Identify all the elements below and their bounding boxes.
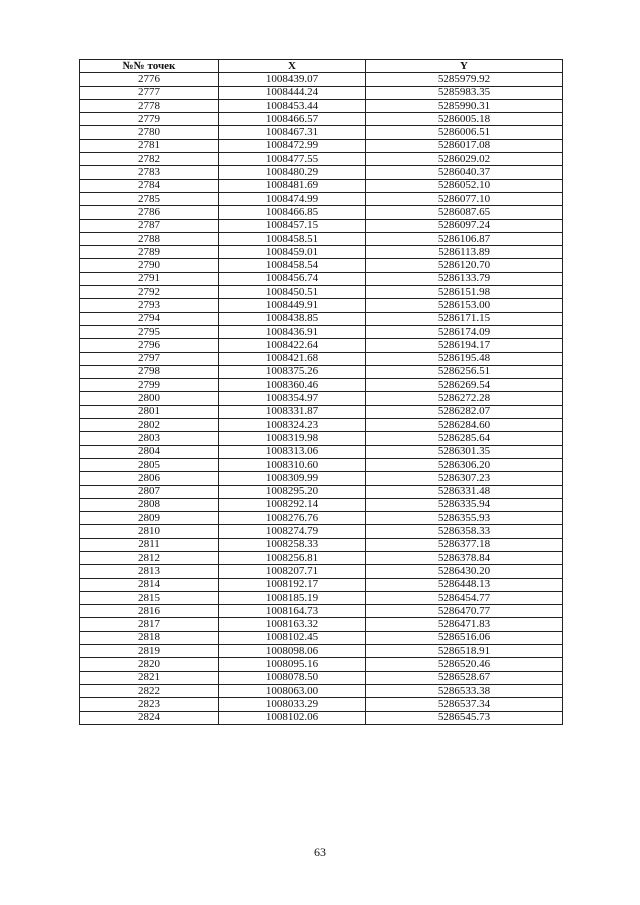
cell-x: 1008185.19 xyxy=(219,591,366,604)
table-row xyxy=(80,525,563,538)
cell-point-number: 2814 xyxy=(80,578,219,591)
table-row xyxy=(80,698,563,711)
cell-point-number: 2789 xyxy=(80,246,219,259)
cell-point-number: 2818 xyxy=(80,631,219,644)
table-row xyxy=(80,153,563,166)
cell-x: 1008192.17 xyxy=(219,578,366,591)
cell-point-number: 2823 xyxy=(80,698,219,711)
cell-x: 1008256.81 xyxy=(219,551,366,564)
cell-x: 1008480.29 xyxy=(219,166,366,179)
table-row xyxy=(80,325,563,338)
cell-x: 1008481.69 xyxy=(219,179,366,192)
table-row xyxy=(80,711,563,724)
cell-x: 1008102.45 xyxy=(219,631,366,644)
cell-y: 5286097.24 xyxy=(366,219,563,232)
cell-point-number: 2785 xyxy=(80,192,219,205)
cell-x: 1008421.68 xyxy=(219,352,366,365)
cell-x: 1008466.57 xyxy=(219,113,366,126)
cell-x: 1008444.24 xyxy=(219,86,366,99)
cell-x: 1008456.74 xyxy=(219,272,366,285)
cell-y: 5286306.20 xyxy=(366,458,563,471)
cell-point-number: 2801 xyxy=(80,405,219,418)
table-header xyxy=(80,60,563,73)
cell-x: 1008453.44 xyxy=(219,99,366,112)
cell-y: 5286471.83 xyxy=(366,618,563,631)
cell-y: 5286355.93 xyxy=(366,512,563,525)
table-row xyxy=(80,565,563,578)
table-row xyxy=(80,671,563,684)
cell-x: 1008163.32 xyxy=(219,618,366,631)
cell-x: 1008438.85 xyxy=(219,312,366,325)
cell-point-number: 2805 xyxy=(80,458,219,471)
cell-y: 5286153.00 xyxy=(366,299,563,312)
table-row xyxy=(80,631,563,644)
cell-x: 1008459.01 xyxy=(219,246,366,259)
cell-point-number: 2788 xyxy=(80,232,219,245)
cell-y: 5286520.46 xyxy=(366,658,563,671)
table-row xyxy=(80,192,563,205)
cell-point-number: 2783 xyxy=(80,166,219,179)
cell-point-number: 2806 xyxy=(80,472,219,485)
cell-y: 5286545.73 xyxy=(366,711,563,724)
cell-point-number: 2790 xyxy=(80,259,219,272)
table-row xyxy=(80,591,563,604)
cell-point-number: 2798 xyxy=(80,365,219,378)
cell-point-number: 2777 xyxy=(80,86,219,99)
table-row xyxy=(80,458,563,471)
cell-x: 1008458.54 xyxy=(219,259,366,272)
table-row xyxy=(80,99,563,112)
cell-x: 1008063.00 xyxy=(219,684,366,697)
cell-x: 1008324.23 xyxy=(219,419,366,432)
coordinates-table xyxy=(79,59,563,725)
cell-point-number: 2810 xyxy=(80,525,219,538)
cell-point-number: 2802 xyxy=(80,419,219,432)
cell-y: 5286307.23 xyxy=(366,472,563,485)
header-x: X xyxy=(219,60,366,73)
cell-point-number: 2792 xyxy=(80,286,219,299)
cell-x: 1008449.91 xyxy=(219,299,366,312)
table-row xyxy=(80,179,563,192)
table-row xyxy=(80,645,563,658)
cell-point-number: 2813 xyxy=(80,565,219,578)
header-row xyxy=(80,60,563,73)
cell-y: 5286331.48 xyxy=(366,485,563,498)
cell-y: 5286029.02 xyxy=(366,153,563,166)
table-row xyxy=(80,352,563,365)
cell-x: 1008422.64 xyxy=(219,339,366,352)
cell-x: 1008319.98 xyxy=(219,432,366,445)
cell-x: 1008095.16 xyxy=(219,658,366,671)
cell-y: 5286537.34 xyxy=(366,698,563,711)
table-row xyxy=(80,272,563,285)
cell-y: 5286106.87 xyxy=(366,232,563,245)
cell-y: 5286284.60 xyxy=(366,419,563,432)
cell-x: 1008164.73 xyxy=(219,605,366,618)
cell-y: 5286301.35 xyxy=(366,445,563,458)
cell-y: 5286194.17 xyxy=(366,339,563,352)
cell-y: 5286113.89 xyxy=(366,246,563,259)
cell-x: 1008078.50 xyxy=(219,671,366,684)
table-row xyxy=(80,312,563,325)
cell-y: 5286430.20 xyxy=(366,565,563,578)
cell-y: 5286174.09 xyxy=(366,325,563,338)
table-row xyxy=(80,339,563,352)
table-row xyxy=(80,472,563,485)
cell-y: 5286120.70 xyxy=(366,259,563,272)
cell-point-number: 2809 xyxy=(80,512,219,525)
cell-y: 5286518.91 xyxy=(366,645,563,658)
cell-point-number: 2816 xyxy=(80,605,219,618)
cell-x: 1008331.87 xyxy=(219,405,366,418)
table-row xyxy=(80,259,563,272)
cell-point-number: 2780 xyxy=(80,126,219,139)
table-row xyxy=(80,485,563,498)
cell-x: 1008360.46 xyxy=(219,379,366,392)
cell-y: 5286377.18 xyxy=(366,538,563,551)
cell-y: 5286195.48 xyxy=(366,352,563,365)
table-row xyxy=(80,166,563,179)
cell-y: 5286378.84 xyxy=(366,551,563,564)
cell-point-number: 2778 xyxy=(80,99,219,112)
cell-point-number: 2819 xyxy=(80,645,219,658)
table-row xyxy=(80,232,563,245)
cell-y: 5286269.54 xyxy=(366,379,563,392)
cell-x: 1008313.06 xyxy=(219,445,366,458)
cell-y: 5286087.65 xyxy=(366,206,563,219)
table-row xyxy=(80,126,563,139)
table-row xyxy=(80,551,563,564)
header-point-number: №№ точек xyxy=(80,60,219,73)
cell-y: 5285983.35 xyxy=(366,86,563,99)
cell-y: 5286077.10 xyxy=(366,192,563,205)
cell-point-number: 2793 xyxy=(80,299,219,312)
cell-point-number: 2799 xyxy=(80,379,219,392)
cell-x: 1008292.14 xyxy=(219,498,366,511)
cell-point-number: 2791 xyxy=(80,272,219,285)
cell-x: 1008477.55 xyxy=(219,153,366,166)
table-row xyxy=(80,432,563,445)
table-row xyxy=(80,618,563,631)
cell-point-number: 2786 xyxy=(80,206,219,219)
table-row xyxy=(80,365,563,378)
cell-x: 1008276.76 xyxy=(219,512,366,525)
cell-x: 1008436.91 xyxy=(219,325,366,338)
cell-point-number: 2794 xyxy=(80,312,219,325)
cell-point-number: 2800 xyxy=(80,392,219,405)
cell-x: 1008207.71 xyxy=(219,565,366,578)
table-row xyxy=(80,512,563,525)
cell-point-number: 2804 xyxy=(80,445,219,458)
cell-x: 1008310.60 xyxy=(219,458,366,471)
cell-y: 5286516.06 xyxy=(366,631,563,644)
table-row xyxy=(80,538,563,551)
cell-point-number: 2812 xyxy=(80,551,219,564)
cell-x: 1008102.06 xyxy=(219,711,366,724)
cell-y: 5286005.18 xyxy=(366,113,563,126)
cell-point-number: 2787 xyxy=(80,219,219,232)
table-row xyxy=(80,219,563,232)
table-row xyxy=(80,246,563,259)
cell-point-number: 2797 xyxy=(80,352,219,365)
cell-y: 5286285.64 xyxy=(366,432,563,445)
cell-point-number: 2815 xyxy=(80,591,219,604)
table-row xyxy=(80,299,563,312)
cell-x: 1008274.79 xyxy=(219,525,366,538)
cell-y: 5286533.38 xyxy=(366,684,563,697)
cell-point-number: 2796 xyxy=(80,339,219,352)
cell-point-number: 2784 xyxy=(80,179,219,192)
table-row xyxy=(80,113,563,126)
cell-x: 1008295.20 xyxy=(219,485,366,498)
cell-y: 5286272.28 xyxy=(366,392,563,405)
cell-point-number: 2808 xyxy=(80,498,219,511)
cell-y: 5286335.94 xyxy=(366,498,563,511)
table-row xyxy=(80,379,563,392)
table-row xyxy=(80,392,563,405)
cell-y: 5286470.77 xyxy=(366,605,563,618)
table-row xyxy=(80,86,563,99)
cell-x: 1008375.26 xyxy=(219,365,366,378)
cell-point-number: 2820 xyxy=(80,658,219,671)
cell-x: 1008466.85 xyxy=(219,206,366,219)
cell-y: 5285979.92 xyxy=(366,73,563,86)
cell-x: 1008450.51 xyxy=(219,286,366,299)
cell-x: 1008098.06 xyxy=(219,645,366,658)
cell-y: 5286256.51 xyxy=(366,365,563,378)
table-row xyxy=(80,286,563,299)
table-row xyxy=(80,419,563,432)
cell-point-number: 2782 xyxy=(80,153,219,166)
cell-point-number: 2822 xyxy=(80,684,219,697)
cell-y: 5286006.51 xyxy=(366,126,563,139)
cell-y: 5286282.07 xyxy=(366,405,563,418)
cell-point-number: 2824 xyxy=(80,711,219,724)
table-row xyxy=(80,405,563,418)
cell-x: 1008033.29 xyxy=(219,698,366,711)
table-row xyxy=(80,445,563,458)
table-row xyxy=(80,139,563,152)
cell-y: 5286358.33 xyxy=(366,525,563,538)
table-row xyxy=(80,73,563,86)
table-row xyxy=(80,206,563,219)
header-y: Y xyxy=(366,60,563,73)
cell-y: 5286133.79 xyxy=(366,272,563,285)
cell-x: 1008472.99 xyxy=(219,139,366,152)
cell-y: 5286454.77 xyxy=(366,591,563,604)
table-row xyxy=(80,578,563,591)
cell-x: 1008439.07 xyxy=(219,73,366,86)
cell-y: 5286528.67 xyxy=(366,671,563,684)
cell-x: 1008309.99 xyxy=(219,472,366,485)
cell-x: 1008474.99 xyxy=(219,192,366,205)
table-row xyxy=(80,684,563,697)
cell-point-number: 2811 xyxy=(80,538,219,551)
cell-y: 5286151.98 xyxy=(366,286,563,299)
cell-point-number: 2821 xyxy=(80,671,219,684)
cell-x: 1008457.15 xyxy=(219,219,366,232)
table-body xyxy=(80,73,563,725)
cell-point-number: 2807 xyxy=(80,485,219,498)
cell-y: 5286448.13 xyxy=(366,578,563,591)
cell-x: 1008258.33 xyxy=(219,538,366,551)
cell-point-number: 2781 xyxy=(80,139,219,152)
cell-y: 5286171.15 xyxy=(366,312,563,325)
cell-x: 1008467.31 xyxy=(219,126,366,139)
table-row xyxy=(80,498,563,511)
cell-point-number: 2779 xyxy=(80,113,219,126)
cell-y: 5285990.31 xyxy=(366,99,563,112)
table-row xyxy=(80,658,563,671)
cell-point-number: 2776 xyxy=(80,73,219,86)
cell-x: 1008458.51 xyxy=(219,232,366,245)
page-number: 63 xyxy=(314,845,326,859)
cell-point-number: 2817 xyxy=(80,618,219,631)
cell-y: 5286052.10 xyxy=(366,179,563,192)
cell-y: 5286017.08 xyxy=(366,139,563,152)
cell-x: 1008354.97 xyxy=(219,392,366,405)
cell-point-number: 2803 xyxy=(80,432,219,445)
cell-point-number: 2795 xyxy=(80,325,219,338)
cell-y: 5286040.37 xyxy=(366,166,563,179)
table-row xyxy=(80,605,563,618)
